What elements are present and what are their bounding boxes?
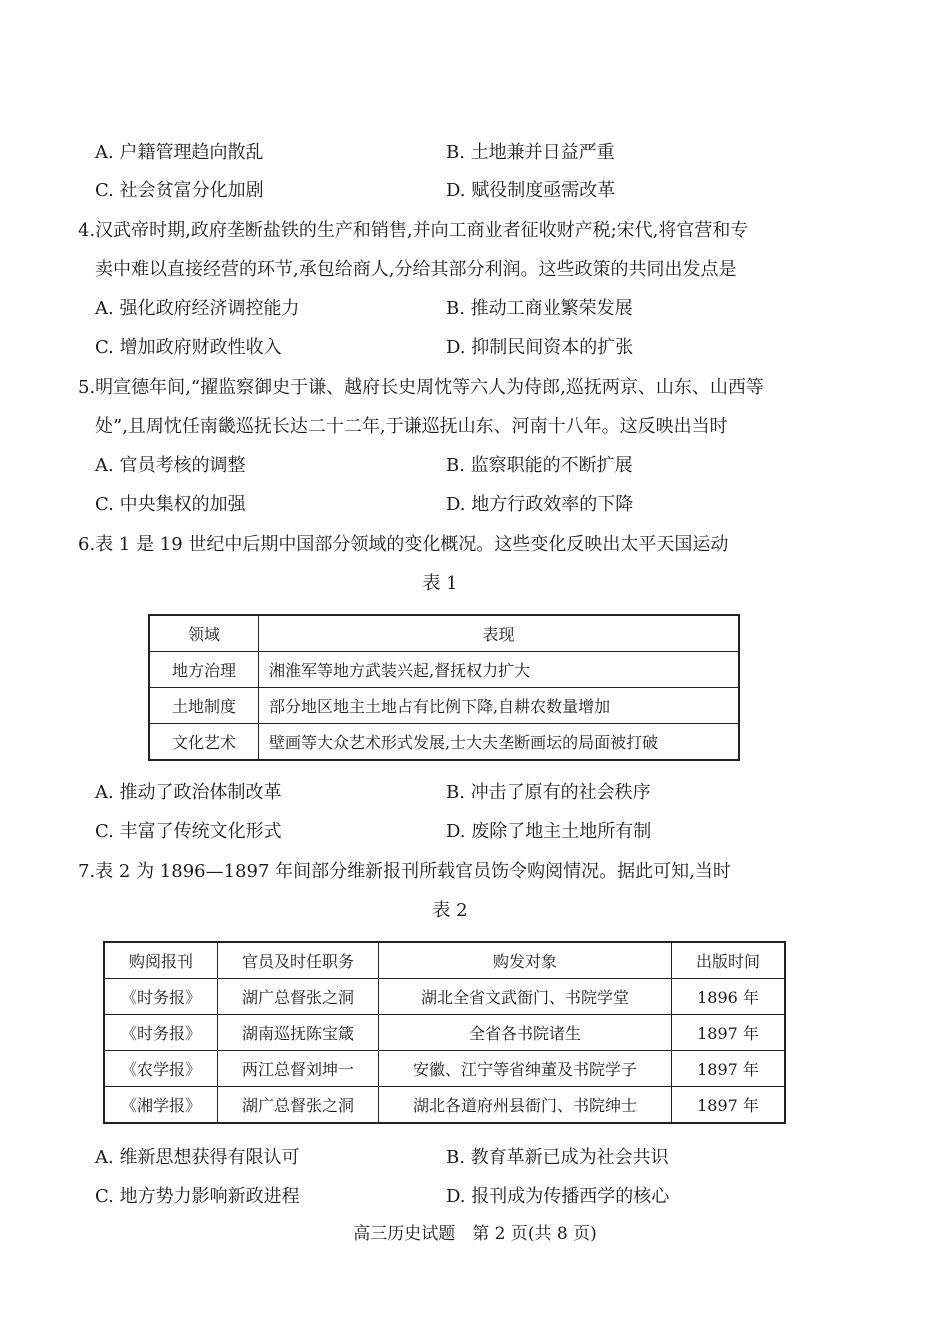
q5-stem-line1: 5.明宣德年间,“擢监察御史于谦、越府长史周忱等六人为侍郎,巡抚两京、山东、山西等 (78, 377, 764, 398)
q6-option-c[interactable]: C. 丰富了传统文化形式 (95, 821, 282, 842)
table2-cell: 1897 年 (672, 1015, 786, 1051)
table1-cell: 壁画等大众艺术形式发展,士大夫垄断画坛的局面被打破 (259, 724, 740, 761)
q6-option-d[interactable]: D. 废除了地主土地所有制 (446, 821, 652, 842)
q7-option-b[interactable]: B. 教育革新已成为社会共识 (446, 1147, 669, 1168)
table2-cell: 两江总督刘坤一 (218, 1051, 379, 1087)
q7-option-c[interactable]: C. 地方势力影响新政进程 (95, 1186, 300, 1207)
table1-cell: 湘淮军等地方武装兴起,督抚权力扩大 (259, 652, 740, 688)
table-row (104, 1087, 785, 1124)
table2-header-cell: 出版时间 (672, 942, 786, 979)
table2-cell: 湖广总督张之洞 (218, 1087, 379, 1124)
q4-option-b[interactable]: B. 推动工商业繁荣发展 (446, 298, 633, 319)
q5-option-c[interactable]: C. 中央集权的加强 (95, 494, 246, 515)
table-row (149, 688, 739, 724)
table-row (149, 652, 739, 688)
table2-cell: 安徽、江宁等省绅董及书院学子 (379, 1051, 672, 1087)
table1-header-cell: 领域 (149, 615, 259, 652)
q7-option-d[interactable]: D. 报刊成为传播西学的核心 (446, 1186, 670, 1207)
table2-cell: 《湘学报》 (104, 1087, 218, 1124)
table1-cell: 文化艺术 (149, 724, 259, 761)
q4-option-a[interactable]: A. 强化政府经济调控能力 (95, 298, 300, 319)
table-row (104, 1015, 785, 1051)
q7-option-a[interactable]: A. 维新思想获得有限认可 (95, 1147, 300, 1168)
table2-cell: 湖广总督张之洞 (218, 979, 379, 1015)
q5-stem-line2: 处”,且周忱任南畿巡抚长达二十二年,于谦巡抚山东、河南十八年。这反映出当时 (95, 416, 728, 437)
table1-cell: 土地制度 (149, 688, 259, 724)
q5-option-b[interactable]: B. 监察职能的不断扩展 (446, 455, 633, 476)
table1-cell: 地方治理 (149, 652, 259, 688)
table-row (104, 979, 785, 1015)
table2 (103, 941, 786, 1124)
table2-cell: 湖北全省文武衙门、书院学堂 (379, 979, 672, 1015)
table2-cell: 1896 年 (672, 979, 786, 1015)
table1-caption: 表 1 (422, 573, 458, 594)
q4-option-c[interactable]: C. 增加政府财政性收入 (95, 337, 282, 358)
q5-option-d[interactable]: D. 地方行政效率的下降 (446, 494, 634, 515)
page-footer: 高三历史试题 第 2 页(共 8 页) (353, 1224, 597, 1244)
q4-stem-line1: 4.汉武帝时期,政府垄断盐铁的生产和销售,并向工商业者征收财产税;宋代,将官营和专 (78, 220, 749, 241)
q5-option-a[interactable]: A. 官员考核的调整 (95, 455, 246, 476)
table2-cell: 1897 年 (672, 1051, 786, 1087)
table1 (148, 614, 740, 761)
table2-cell: 《时务报》 (104, 1015, 218, 1051)
table1-header-cell: 表现 (259, 615, 740, 652)
table2-cell: 湖北各道府州县衙门、书院绅士 (379, 1087, 672, 1124)
q6-stem-line1: 6.表 1 是 19 世纪中后期中国部分领域的变化概况。这些变化反映出太平天国运动 (78, 534, 729, 555)
q7-stem-line1: 7.表 2 为 1896—1897 年间部分维新报刊所载官员饬令购阅情况。据此可知,当时 (78, 861, 731, 882)
q4-stem-line2: 卖中难以直接经营的环节,承包给商人,分给其部分利润。这些政策的共同出发点是 (95, 259, 737, 280)
table2-caption: 表 2 (432, 900, 468, 921)
q6-option-a[interactable]: A. 推动了政治体制改革 (95, 782, 282, 803)
table1-cell: 部分地区地主土地占有比例下降,自耕农数量增加 (259, 688, 740, 724)
table1-header-row (149, 615, 739, 652)
table2-cell: 1897 年 (672, 1087, 786, 1124)
table2-cell: 全省各书院诸生 (379, 1015, 672, 1051)
q6-option-b[interactable]: B. 冲击了原有的社会秩序 (446, 782, 651, 803)
table-row (149, 724, 739, 761)
table2-header-row (104, 942, 785, 979)
q4-option-d[interactable]: D. 抑制民间资本的扩张 (446, 337, 634, 358)
q3-option-d[interactable]: D. 赋役制度亟需改革 (446, 180, 616, 201)
q3-option-a[interactable]: A. 户籍管理趋向散乱 (95, 142, 264, 163)
table2-cell: 湖南巡抚陈宝箴 (218, 1015, 379, 1051)
table2-header-cell: 购阅报刊 (104, 942, 218, 979)
q3-option-b[interactable]: B. 土地兼并日益严重 (446, 142, 615, 163)
table2-header-cell: 购发对象 (379, 942, 672, 979)
table2-cell: 《农学报》 (104, 1051, 218, 1087)
table2-header-cell: 官员及时任职务 (218, 942, 379, 979)
table-row (104, 1051, 785, 1087)
q3-option-c[interactable]: C. 社会贫富分化加剧 (95, 180, 264, 201)
table2-cell: 《时务报》 (104, 979, 218, 1015)
